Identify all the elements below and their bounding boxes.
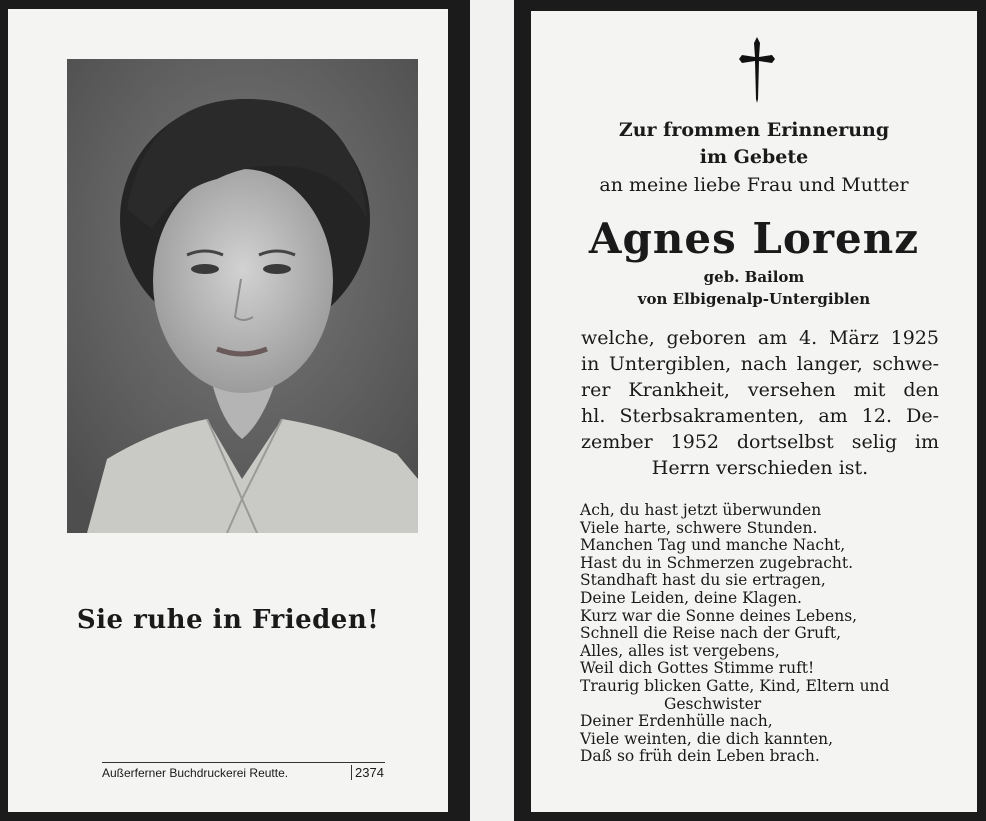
- poem-line: Schnell die Reise nach der Gruft,: [580, 624, 842, 643]
- poem-line: Weil dich Gottes Stimme ruft!: [580, 659, 815, 678]
- poem-line: Deiner Erdenhülle nach,: [580, 712, 773, 731]
- poem-line: Daß so früh dein Leben brach.: [580, 747, 820, 766]
- print-number: 2374: [351, 765, 384, 780]
- memorial-card-back: [531, 11, 977, 812]
- biography-line: welche, geboren am 4. März 1925: [581, 327, 939, 349]
- poem-line: Alles, alles ist vergebens,: [580, 641, 780, 660]
- poem-line: Ach, du hast jetzt überwunden: [580, 501, 822, 519]
- poem-line: Viele harte, schwere Stunden.: [580, 518, 818, 537]
- poem-line: Deine Leiden, deine Klagen.: [580, 588, 802, 607]
- poem-line: Manchen Tag und manche Nacht,: [580, 536, 846, 555]
- poem-line: Standhaft hast du sie ertragen,: [580, 571, 826, 590]
- biography-line: rer Krankheit, versehen mit den: [581, 379, 939, 401]
- biography-line: in Untergiblen, nach langer, schwe-: [581, 353, 939, 375]
- heading-line-2: im Gebete: [699, 146, 809, 168]
- heading-line-3: an meine liebe Frau und Mutter: [599, 174, 909, 196]
- poem-line: Kurz war die Sonne deines Lebens,: [580, 606, 858, 625]
- portrait-photo: [67, 59, 418, 533]
- printer-divider: [102, 762, 385, 763]
- origin-text: von Elbigenalp-Untergiblen: [637, 290, 871, 308]
- biography-text: [581, 325, 939, 481]
- biography-line: zember 1952 dortselbst selig im: [581, 431, 939, 453]
- memorial-poem: [580, 502, 950, 766]
- biography-line: Herrn verschieden ist.: [651, 457, 869, 479]
- deceased-name: Agnes Lorenz: [588, 214, 920, 263]
- poem-line: Traurig blicken Gatte, Kind, Eltern und: [580, 676, 890, 695]
- biography-line: hl. Sterbsakramenten, am 12. De-: [581, 405, 939, 427]
- memorial-card-front: [8, 9, 448, 812]
- background-strip: [470, 0, 514, 821]
- poem-line: Viele weinten, die dich kannten,: [580, 729, 834, 748]
- maiden-name: geb. Bailom: [703, 268, 805, 286]
- poem-line: Hast du in Schmerzen zugebracht.: [580, 553, 854, 572]
- rest-in-peace-text: Sie ruhe in Frieden!: [76, 605, 380, 635]
- poem-line: Geschwister: [664, 694, 762, 713]
- cross-icon: [738, 35, 776, 103]
- printer-name: Außerferner Buchdruckerei Reutte.: [102, 766, 289, 780]
- heading-line-1: Zur frommen Erinnerung: [618, 119, 890, 141]
